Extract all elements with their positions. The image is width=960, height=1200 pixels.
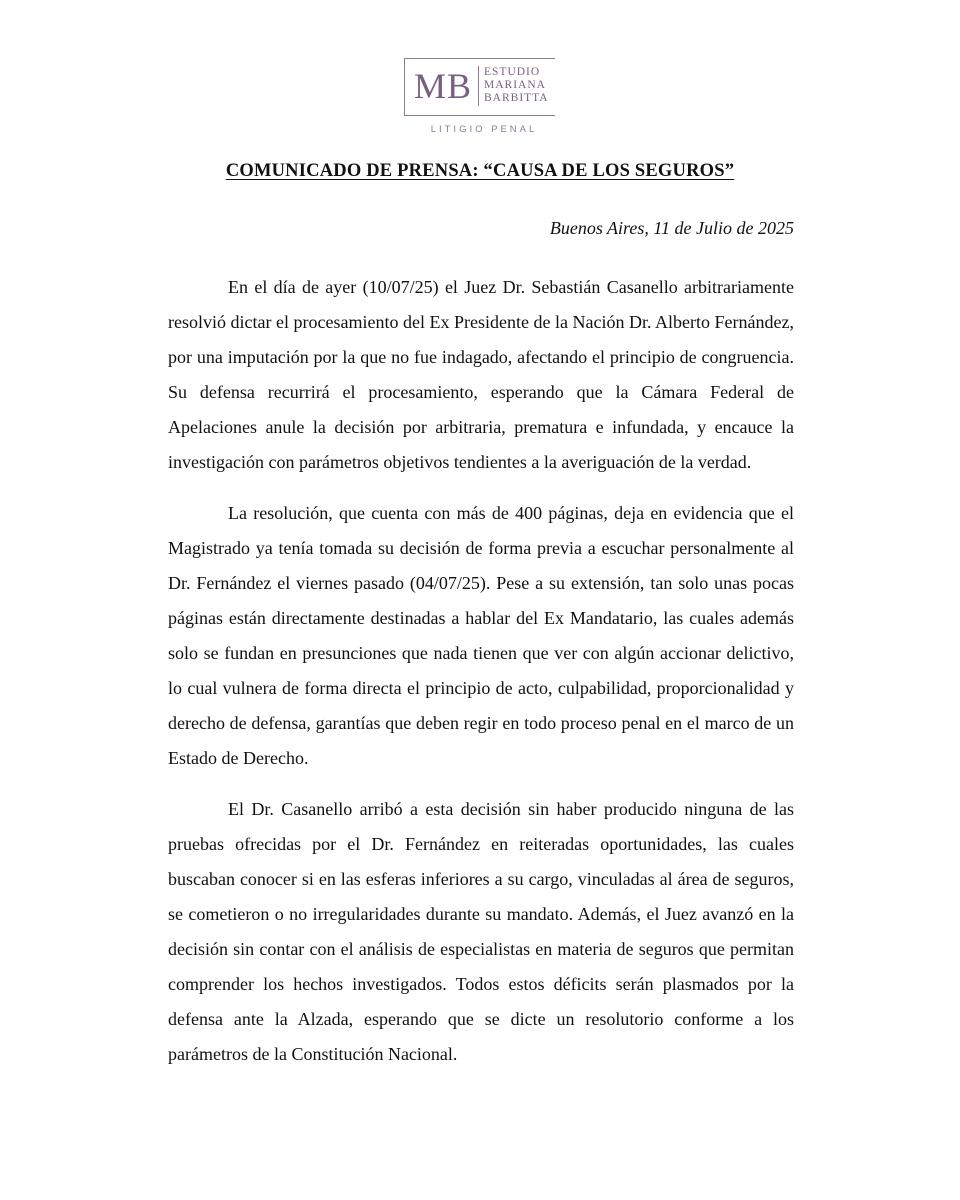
logo-monogram: MB	[414, 66, 473, 106]
date-line: Buenos Aires, 11 de Julio de 2025	[549, 218, 794, 238]
paragraph-3: El Dr. Casanello arribó a esta decisión sin haber producido ninguna de las pruebas ofrecidas por el Dr. Fernández en reiteradas oportunidades, las cuales buscaban conocer si en las esferas inferiores a su cargo, vinculadas al área de seguros, se cometieron o no irregularidades durante su mandato. Además, el Juez avanzó en la decisión sin contar con el análisis de especialistas en materia de seguros que permitan comprender los hechos investigados. Todos estos déficits serán plasmados por la defensa ante la Alzada, esperando que se dicte un resolutorio conforme a los parámetros de la Constitución Nacional.	[168, 799, 794, 1064]
logo-tagline: LITIGIO PENAL	[430, 124, 538, 135]
logo-name-line-3: BARBITTA	[484, 92, 549, 104]
document-body	[168, 270, 794, 1088]
logo-name-line-1: ESTUDIO	[484, 66, 541, 78]
logo-firm-name	[484, 66, 549, 105]
logo-name-line-2: MARIANA	[484, 79, 546, 91]
firm-logo	[404, 58, 558, 142]
press-release-title: COMUNICADO DE PRENSA: “CAUSA DE LOS SEGUROS”	[225, 161, 735, 181]
paragraph-1: En el día de ayer (10/07/25) el Juez Dr. Sebastián Casanello arbitrariamente resolvió dictar el procesamiento del Ex Presidente de la Nación Dr. Alberto Fernández, por una imputación por la que no fue indagado, afectando el principio de congruencia. Su defensa recurrirá el procesamiento, esperando que la Cámara Federal de Apelaciones anule la decisión por arbitraria, prematura e infundada, y encauce la investigación con parámetros objetivos tendientes a la averiguación de la verdad.	[168, 277, 794, 472]
paragraph-2: La resolución, que cuenta con más de 400 páginas, deja en evidencia que el Magistrado ya tenía tomada su decisión de forma previa a escuchar personalmente al Dr. Fernández el viernes pasado (04/07/25). Pese a su extensión, tan solo unas pocas páginas están directamente destinadas a hablar del Ex Mandatario, las cuales además solo se fundan en presunciones que nada tienen que ver con algún accionar delictivo, lo cual vulnera de forma directa el principio de acto, culpabilidad, proporcionalidad y derecho de defensa, garantías que deben regir en todo proceso penal en el marco de un Estado de Derecho.	[168, 503, 794, 768]
logo-divider	[478, 66, 479, 106]
